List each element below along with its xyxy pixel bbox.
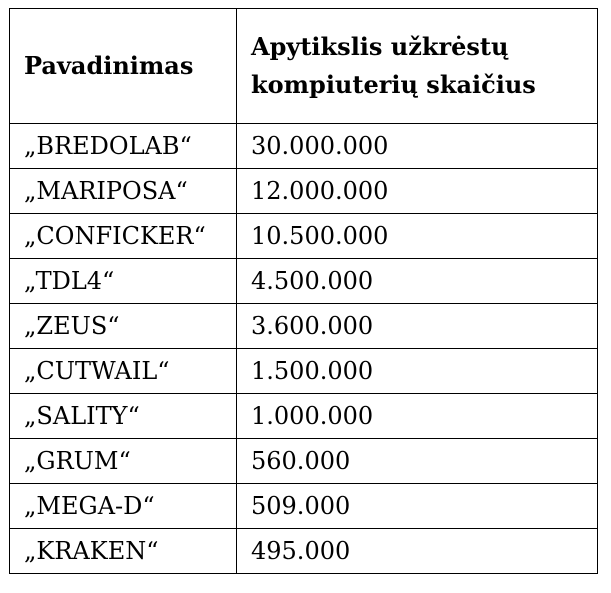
infected-count-cell: 1.000.000	[237, 394, 598, 439]
botnet-name-cell: „GRUM“	[10, 439, 237, 484]
infected-count-cell: 1.500.000	[237, 349, 598, 394]
botnet-name-cell: „KRAKEN“	[10, 529, 237, 574]
table-row	[10, 439, 598, 484]
botnet-name-cell: „CUTWAIL“	[10, 349, 237, 394]
botnet-name-cell: „MARIPOSA“	[10, 169, 237, 214]
botnet-name-cell: „CONFICKER“	[10, 214, 237, 259]
infected-count-cell: 509.000	[237, 484, 598, 529]
botnet-name-cell: „BREDOLAB“	[10, 124, 237, 169]
botnet-name-cell: „ZEUS“	[10, 304, 237, 349]
infected-count-cell: 3.600.000	[237, 304, 598, 349]
botnet-name-cell: „MEGA-D“	[10, 484, 237, 529]
header-count: Apytikslis užkrėstų kompiuterių skaičius	[237, 9, 598, 124]
table-header-row	[10, 9, 598, 124]
table-row	[10, 484, 598, 529]
table-row	[10, 169, 598, 214]
infected-count-cell: 10.500.000	[237, 214, 598, 259]
infected-count-cell: 560.000	[237, 439, 598, 484]
botnet-table	[9, 8, 598, 574]
header-name: Pavadinimas	[10, 9, 237, 124]
botnet-name-cell: „SALITY“	[10, 394, 237, 439]
table-row	[10, 304, 598, 349]
infected-count-cell: 495.000	[237, 529, 598, 574]
table-row	[10, 394, 598, 439]
table-row	[10, 349, 598, 394]
table-row	[10, 124, 598, 169]
table-row	[10, 529, 598, 574]
infected-count-cell: 30.000.000	[237, 124, 598, 169]
infected-count-cell: 4.500.000	[237, 259, 598, 304]
table-row	[10, 259, 598, 304]
infected-count-cell: 12.000.000	[237, 169, 598, 214]
botnet-name-cell: „TDL4“	[10, 259, 237, 304]
table-row	[10, 214, 598, 259]
